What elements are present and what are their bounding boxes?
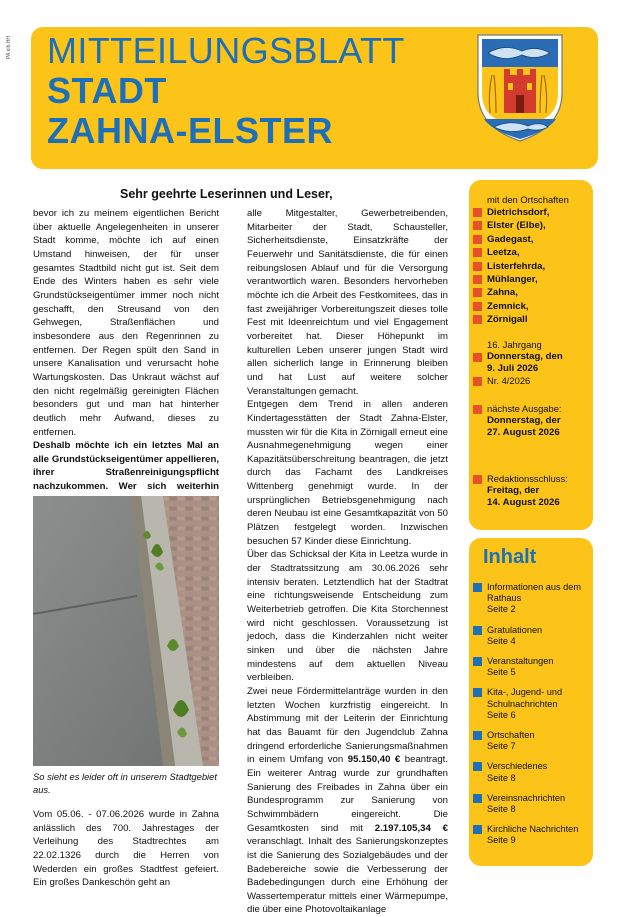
locality-item: Listerfehrda, — [471, 260, 549, 273]
locality-item: Zahna, — [471, 286, 549, 299]
article-paragraph: Über das Schicksal der Kita in Leetza wurde in der Stadtratssitzung am 30.06.2026 sehr intensiv beraten. Letztendlich hat der Stadtrat eine richtungsweisende Entscheidung zum Weiterbetrieb getroffen. Die Kita Storchennest wird nicht geschlossen. Voraussetzung ist jedoch, dass die Kinderzahlen nicht weiter sinken und über die nächsten Jahre mindestens auf dem aktuellen Niveau verbleiben. — [247, 549, 448, 684]
article-paragraph: alle Mitgestalter, Gewerbetreibenden, Mitarbeiter der Stadt, Schausteller, Sicherheitsdienste, Einsatzkräfte der Feuerwehr und Sanitätsdienste, die für einen reibungslosen Ablauf und für die Versorgung verantwortlich waren. Besonders hervorheben möchte ich die Arbeit des Festkomitees, das in fast zweijähriger Vorbereitungszeit dieses tolle Fest mit Ideenreichtum und viel Engagement vorbereitet hat. Dieser Höhepunkt im kulturellen Leben unserer jungen Stadt wird allen sicherlich lange in Erinnerung bleiben und hat Lust auf weitere solcher Veranstaltungen gemacht. — [247, 208, 448, 397]
locality-item: Dietrichsdorf, — [471, 206, 549, 219]
red-square-icon — [473, 275, 482, 284]
street-gutter-photo — [33, 496, 219, 766]
blue-square-icon — [473, 626, 482, 635]
toc-item[interactable]: Veranstaltungen Seite 5 — [471, 656, 589, 678]
volume-label: 16. Jahrgang — [487, 339, 542, 350]
localities-intro: mit den Ortschaften — [487, 194, 569, 205]
funding-text-2: beantragt. Ein weiterer Antrag wurde zur grundhaften Sanierung des Freibades in Zahna über ein Bundesprogramm zur Sanierung von Schwimmbädern eingereicht. Die Gesamtkosten sind mit — [247, 754, 449, 834]
funding-amount-pool: 2.197.105,34 € — [374, 822, 448, 834]
toc-item[interactable]: Vereinsnachrichten Seite 8 — [471, 793, 589, 815]
article-paragraph-funding — [247, 685, 448, 917]
toc-item[interactable]: Verschiedenes Seite 8 — [471, 761, 589, 783]
funding-text-3: veranschlagt. Inhalt des Sanierungskonzeptes ist die Sanierung des Sozialgebäudes und der Badebereiche sowie die Verbesserung der Badebedingungen durch eine Erhöhung der Wassertemperatur mittels einer Wärmepumpe, die über eine Photovoltaikanlage — [247, 836, 448, 916]
pa-code: PA.elb.HH — [6, 36, 12, 59]
locality-item: Gadegast, — [471, 233, 549, 246]
blue-square-icon — [473, 825, 482, 834]
locality-item: Leetza, — [471, 246, 549, 259]
issue-number: Nr. 4/2026 — [471, 375, 563, 387]
red-square-icon — [473, 405, 482, 414]
red-square-icon — [473, 248, 482, 257]
red-square-icon — [473, 221, 482, 230]
toc-item[interactable]: Kita-, Jugend- und Schulnachrichten Seite 6 — [471, 687, 589, 721]
next-issue-block — [471, 403, 562, 439]
issue-date-line2: 9. Juli 2026 — [487, 363, 539, 374]
toc-title: Inhalt — [483, 546, 537, 568]
toc-item[interactable]: Informationen aus dem Rathaus Seite 2 — [471, 582, 589, 616]
article-paragraph: Entgegen dem Trend in allen anderen Kindertagesstätten der Stadt Zahna-Elster, mussten wir für die Kita in Zörnigall erneut eine Ausnahmegenehmigung wegen einer Kapazitätsüberschreitung beantragen, die jetzt durch das Fachamt des Landkreises Wittenberg genehmigt wurde. In der ursprünglichen Betriebsgenehmigung nach deren Neubau ist eine Gesamtkapazität von 50 Plätzen festgelegt worden. Inzwischen besuchen 57 Kinder diese Einrichtung. — [247, 399, 448, 547]
red-square-icon — [473, 235, 482, 244]
blue-square-icon — [473, 731, 482, 740]
red-square-icon — [473, 353, 482, 362]
masthead-title: MITTEILUNGSBLATT — [47, 30, 405, 71]
locality-item: Elster (Elbe), — [471, 219, 549, 232]
locality-item: Zemnick, — [471, 300, 549, 313]
red-square-icon — [473, 475, 482, 484]
deadline-label: Redaktionsschluss: — [471, 473, 568, 485]
red-square-icon — [473, 302, 482, 311]
next-issue-line1: Donnerstag, der — [487, 415, 561, 426]
blue-square-icon — [473, 657, 482, 666]
blue-square-icon — [473, 762, 482, 771]
article-paragraph: bevor ich zu meinem eigentlichen Bericht über aktuelle Angelegenheiten in unserer Stadt komme, möchte ich auf einen Umstand hinweisen, der für unser gesamtes Stadtbild nicht gut ist. Seit dem Ende des Winters haben es sehr viele Grundstückseigentümer immer noch nicht geschafft, den Streusand von den Gehwegen, Straßenflächen und insbesondere aus den Regenrinnen zu entfernen. Der Regen spült den Sand in unsere Kanalisation und verursacht hohe Wartungskosten. Das Unkraut wächst auf den nicht regelmäßig gereinigten Flächen besonders gut und man hat hinterher deutlich mehr Aufwand, dieses zu entfernen. — [33, 208, 219, 438]
funding-amount-youth-club: 95.150,40 € — [347, 754, 401, 766]
deadline-block — [471, 473, 568, 509]
coat-of-arms-logo — [474, 31, 566, 143]
photo-caption: So sieht es leider oft in unserem Stadtgebiet aus. — [33, 771, 217, 795]
article-column-1-continued: Vom 05.06. - 07.06.2026 wurde in Zahna anlässlich des 700. Jahrestages der Verleihung des Stadtrechtes am 22.02.1326 durch die Herren von Wederden ein großes Stadtfest gefeiert. Ein großes Dankeschön geht an — [33, 809, 219, 889]
locality-item: Mühlanger, — [471, 273, 549, 286]
blue-square-icon — [473, 583, 482, 592]
toc-item[interactable]: Gratulationen Seite 4 — [471, 625, 589, 647]
blue-square-icon — [473, 794, 482, 803]
masthead-city-name: ZAHNA-ELSTER — [47, 110, 333, 151]
issue-date-block — [471, 339, 563, 387]
deadline-line1: Freitag, der — [487, 485, 540, 496]
blue-square-icon — [473, 688, 482, 697]
masthead-city-label: STADT — [47, 70, 167, 111]
toc-list — [471, 582, 589, 856]
toc-item[interactable]: Ortschaften Seite 7 — [471, 730, 589, 752]
next-issue-line2: 27. August 2026 — [487, 427, 560, 438]
red-square-icon — [473, 315, 482, 324]
locality-item: Zörnigall — [471, 313, 549, 326]
issue-date-line1: Donnerstag, den — [471, 351, 563, 363]
funding-text-1: Zwei neue Fördermittelanträge wurden in den letzten Wochen kurzfristig eingereicht. In Abstimmung mit der Leiterin der Einrichtung hat das Bauamt für den Jugendclub Zahna dringend erforderliche Sanierungsmaßnahmen in einem Umfang von — [247, 685, 448, 766]
red-square-icon — [473, 262, 482, 271]
article-appeal-bold: Deshalb möchte ich ein letztes Mal an alle Grundstückseigentümer appellieren, ihrer Straßenreinigungspflicht nachzukommen. Wer sich weiterhin — [33, 440, 219, 493]
article-column-1 — [33, 207, 219, 535]
article-greeting: Sehr geehrte Leserinnen und Leser, — [120, 187, 333, 201]
next-issue-label: nächste Ausgabe: — [471, 403, 562, 415]
red-square-icon — [473, 377, 482, 386]
red-square-icon — [473, 288, 482, 297]
article-column-2 — [247, 207, 448, 917]
toc-item[interactable]: Kirchliche Nachrichten Seite 9 — [471, 824, 589, 846]
deadline-line2: 14. August 2026 — [487, 497, 560, 508]
localities-list — [471, 206, 549, 327]
red-square-icon — [473, 208, 482, 217]
